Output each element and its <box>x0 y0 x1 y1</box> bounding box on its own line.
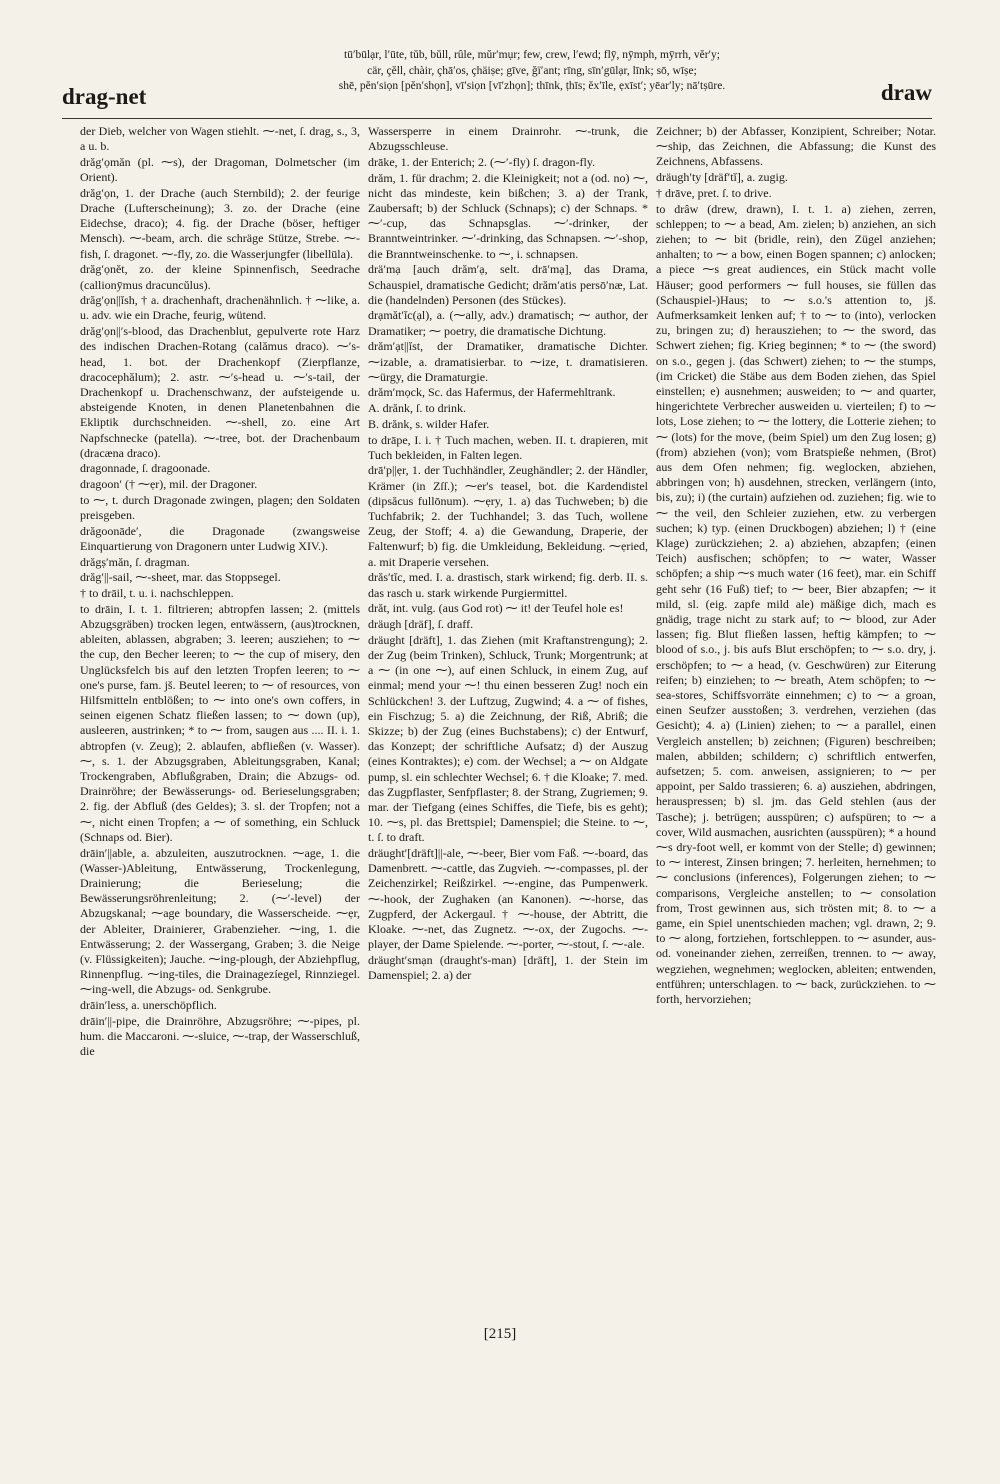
dictionary-entry: der Dieb, welcher von Wagen stiehlt. ⁓-net, ſ. drag, s., 3, a u. b. <box>80 124 360 154</box>
dictionary-entry: drăg′ọnĕt, zo. der kleine Spinnenfisch, Seedrache (callionȳmus dracuncŭlus). <box>80 262 360 292</box>
dictionary-entry: drāin′less, a. unerschöpflich. <box>80 998 217 1013</box>
column-2 <box>368 124 648 1324</box>
dictionary-entry: drăt, int. vulg. (aus God rot) ⁓ it! der Teufel hole es! <box>368 601 624 616</box>
dictionary-entry: drăg′ọmăn (pl. ⁓s), der Dragoman, Dolmetscher (im Orient). <box>80 154 360 185</box>
dictionary-entry: drăg′||-sail, ⁓-sheet, mar. das Stoppsegel. <box>80 570 281 585</box>
dictionary-entry: dräught′smạn (draught's-man) [dräft], 1. der Stein im Damenspiel; 2. a) der <box>368 952 648 983</box>
dictionary-entry: drăs′tĭc, med. I. a. drastisch, stark wirkend; fig. derb. II. s. das rasch u. stark wirkende Purgiermittel. <box>368 570 648 600</box>
dictionary-entry: drā′p||ẹr, 1. der Tuchhändler, Zeughändler; 2. der Händler, Krämer (in Zſſ.); ⁓er's teasel, bot. die Kardendistel (dipsăcus fullōnum). ⁓ẹry, 1. a) das Tuchweben; b) die Tuchfabrik; 2. der Tuchhandel; 3. das Tuch, wollene Zeug, der Stoff; 4. a) die Gewandung, Draperie, der Faltenwurf; b) fig. die Umkleidung, Bekleidung. ⁓ẹried, a. mit Draperie versehen. <box>368 463 648 569</box>
header-rule <box>62 118 932 119</box>
dictionary-entry: drăm′ạt||ĭst, der Dramatiker, dramatische Dichter. ⁓izable, a. dramatisierbar. to ⁓ize, t. dramatisieren. ⁓ürgy, die Dramaturgie. <box>368 339 648 384</box>
dictionary-entry: drāin′||-pipe, die Drainröhre, Abzugsröhre; ⁓-pipes, pl. hum. die Maccaroni. ⁓-sluice, ⁓-trap, der Wasserschluß, die <box>80 1013 360 1059</box>
dictionary-entry: drāke, 1. der Enterich; 2. (⁓′-fly) ſ. dragon-fly. <box>368 154 596 169</box>
pronunciation-key <box>232 48 832 95</box>
dictionary-entry: to drāin, I. t. 1. filtrieren; abtropfen lassen; 2. (mittels Abzugsgräben) trocken legen, entwässern, (aus)trocknen, ableiten, ablassen, abgraben; 3. leeren; ausziehen; to ⁓ the cup, den Becher leeren; to ⁓ the cup of misery, den Unglücksfelch bis auf den letzten Tropfen leeren; to ⁓ one's purse, fam. jš. Beutel leeren; to ⁓ of resources, von Hilfsmitteln entblößen; to ⁓ into one's own coffers, in seinen eigenen Schatz fließen lassen; to ⁓ down (up), ausleeren, austrinken; * to ⁓ from, saugen aus .... II. i. 1. abtropfen (v. Zeug); 2. ablaufen, abfließen (v. Wasser). ⁓, s. 1. der Abzugsgraben, Ableitungsgraben, Kanal; Trockengraben, Abflußgraben, Drain; die Abzugs- od. Drainröhre; der Bewässerungs- od. Berieselungsgraben; 2. fig. der Abfluß (des Geldes); 3. sl. der Tropfen; not a ⁓, nicht einen Tropfen; a ⁓ of something, ein Schluck (Schnaps od. Bier). <box>80 601 360 844</box>
dictionary-entry: Wassersperre in einem Drainrohr. ⁓-trunk, die Abzugsschleuse. <box>368 124 648 154</box>
dictionary-entry: drăg′ọn||′s-blood, das Drachenblut, gepulverte rote Harz des indischen Drachen-Rotang (calămus draco). ⁓′s-head, 1. bot. der Drachenkopf (Zierpflanze, dracocephălum); 2. astr. ⁓′s-head u. ⁓′s-tail, der Drachenkopf u. Drachenschwanz, der aufsteigende u. absteigende Knoten, in denen Planetenbahnen die Ekliptik durchschneiden. ⁓-shell, zo. eine Art Napfschnecke (patella). ⁓-tree, bot. der Drachenbaum (dracæna draco). <box>80 324 360 460</box>
dictionary-entry: † drāve, pret. ſ. to drive. <box>656 185 772 200</box>
dictionary-entry: to drāpe, I. i. † Tuch machen, weben. II. t. drapieren, mit Tuch bekleiden, in Falten legen. <box>368 432 648 462</box>
dictionary-entry: drạmăt′ĭc(ạl), a. (⁓ally, adv.) dramatisch; ⁓ author, der Dramatiker; ⁓ poetry, die dramatische Dichtung. <box>368 308 648 338</box>
dictionary-entry: dräught′[dräft]||-ale, ⁓-beer, Bier vom Faß. ⁓-board, das Damenbrett. ⁓-cattle, das Zugvieh. ⁓-compasses, pl. der Zeichenzirkel; Reißzirkel. ⁓-engine, das Pumpenwerk. ⁓-hook, der Zughaken (an Kanonen). ⁓-horse, das Zugpferd, der Ackergaul. † ⁓-house, der Abtritt, die Kloake. ⁓-net, das Zugnetz. ⁓-ox, der Zugochs. ⁓-player, der Dame Spielende. ⁓-porter, ⁓-stout, ſ. ⁓-ale. <box>368 846 648 952</box>
dictionary-entry: dräught [dräft], 1. das Ziehen (mit Kraftanstrengung); 2. der Zug (beim Trinken), Schluck, Trunk; Morgentrunk; at a ⁓ (in one ⁓), auf einen Schluck, in einem Zug, auf einmal; mend your ⁓! thu einen besseren Zug! noch ein Schlückchen! 3. der Luftzug, Zugwind; 4. a ⁓ of fishes, ein Fischzug; 5. a) die Zeichnung, der Riß, Abriß; die Skizze; b) der Zug (eines Buchstabens); c) der Entwurf, das Konzept; der schriftliche Aufsatz; d) der Auszug (eines Kontraktes); e) com. der Wechsel; a ⁓ on Aldgate pump, sl. ein schlechter Wechsel; 6. † die Kloake; 7. med. das Zugpflaster, Senfpflaster; 8. der Strang, Zugriemen; 9. mar. der Tiefgang (eines Schiffes, die Tiefe, bis es geht); 10. ⁓s, pl. das Brettspiel; Damenspiel; die Steine. to ⁓, t. ſ. to draft. <box>368 632 648 845</box>
dictionary-entry: A. drănk, ſ. to drink. <box>368 401 466 416</box>
dictionary-entry: drāin′||able, a. abzuleiten, auszutrocknen. ⁓age, 1. die (Wasser-)Ableitung, Entwässerung, Trockenlegung, Drainierung; die Berieselung; die Bewässerungsröhrenleitung; 2. (⁓′-level) der Abzugskanal; ⁓age boundary, die Wasserscheide. ⁓ẹr, der Ableiter, Drainierer, Grabenzieher. ⁓ing, 1. die Entwässerung; 2. der Wassergang, Graben; 3. die Neige (v. Flüssigkeiten); Jauche. ⁓ing-plough, der Abziehpflug, Rinnenpflug. ⁓ing-tiles, die Drainagezíegel, Rinnziegel. ⁓ing-well, die Abzugs- od. Senkgrube. <box>80 845 360 997</box>
dictionary-entry: B. drănk, s. wilder Hafer. <box>368 416 490 431</box>
dictionary-entry: drăm, 1. für drachm; 2. die Kleinigkeit; not a (od. no) ⁓, nicht das mindeste, kein bißchen; 3. a) der Trank, Zaubersaft; b) der Schluck (Schnaps); c) der Schnaps. * ⁓′-cup, das Schnapsglas. ⁓′-drinker, der Branntweintrinker. ⁓′-drinking, das Schnapsen. ⁓′-shop, die Branntweinschenke. to ⁓, i. schnapsen. <box>368 170 648 261</box>
dictionary-entry: dräugh′ty [dräf′tĭ], a. zugig. <box>656 170 788 185</box>
dictionary-entry: † to drāil, t. u. i. nachschleppen. <box>80 586 234 601</box>
dictionary-entry: dragonnade, ſ. dragoonade. <box>80 461 211 476</box>
guide-word-left: drag-net <box>62 84 147 109</box>
dictionary-entry: drăm′mọck, Sc. das Hafermus, der Hafermehltrank. <box>368 385 616 400</box>
page-number: [215] <box>483 1326 517 1342</box>
pronunciation-line: tū′būlạr, l′ūte, tŭb, bŭll, rûle, mŭr′mụr; few, crew, l′ewd; flȳ, nȳmph, mȳrrh, vĕr′y; <box>344 49 720 61</box>
dictionary-entry: drăgoonāde′, die Dragonade (zwangsweise Einquartierung von Dragonern unter Ludwig XIV.). <box>80 523 360 553</box>
dictionary-entry: drăgṣ′măn, ſ. dragman. <box>80 554 190 569</box>
column-1 <box>80 124 360 1324</box>
dictionary-entry: drä′mạ [auch drăm′ạ, selt. drā′mạ], das Drama, Schauspiel, dramatische Gedicht; drăm′atis persō′næ, Lat. die (handelnden) Personen (des Stückes). <box>368 262 648 307</box>
dictionary-entry: drăg′ọn, 1. der Drache (auch Sternbild); 2. der feurige Drache (Lufterscheinung); 3. zo. der Drache (eine Eidechse, draco); 4. fig. der Drache (böser, heftiger Mensch). ⁓-beam, arch. die schräge Stütze, Strebe. ⁓-fish, ſ. dragonet. ⁓-fly, zo. die Wasserjungfer (libellūla). <box>80 185 360 261</box>
dictionary-entry: dräugh [dräf], ſ. draff. <box>368 617 474 631</box>
pronunciation-line: shē, pĕn′siọn [pĕn′shọn], vī′siọn [vī′zhọn]; thīnk, ṭhīs; ĕx′īle, ẹxīst′; yēar′ly; nā′tṣūre. <box>338 80 726 92</box>
page-header <box>62 46 932 116</box>
dictionary-entry: to ⁓, t. durch Dragonade zwingen, plagen; den Soldaten preisgeben. <box>80 492 360 523</box>
guide-word-right: draw <box>880 80 932 105</box>
dictionary-entry: Zeichner; b) der Abfasser, Konzipient, Schreiber; Notar. ⁓ship, das Zeichnen, die Abfassung; die Kunst des Zeichnens, Abfassens. <box>656 124 936 169</box>
dictionary-entry: to drâw (drew, drawn), I. t. 1. a) ziehen, zerren, schleppen; to ⁓ a bead, Am. zielen; b) anziehen, an sich ziehen; to ⁓ bit (bridle, rein), den Zügel anziehen; anhalten; to ⁓ a bow, einen Bogen spannen; c) anlocken; a piece ⁓s great audiences, ein Stück macht volle Häuser; good performers ⁓ full houses, sie füllen das (Schauspiel-)Haus; to ⁓ s.o.'s attention to, jš. Aufmerksamkeit lenken auf; † to ⁓ to (into), verlocken zu, bringen zu; d) herausziehen; to ⁓ the sword, das Schwert ziehen; fig. Krieg beginnen; * to ⁓ (the sword) on s.o., gegen j. (das Schwert) ziehen; to ⁓ the stumps, (im Cricket) die Stäbe aus dem Boden ziehen, das Spiel einstellen; e) ausnehmen; ausweiden; to ⁓ and quarter, hingerichtete Verbrecher ausweiden u. vierteilen; f) to ⁓ lots, Lose ziehen; to ⁓ the lottery, die Lotterie ziehen; to ⁓ (lots) for the move, (beim Spiel) um den Zug losen; g) (from) abziehen (von); vom Bratspieße nehmen, (Brot) aus dem Ofen nehmen; fig. weglocken, abziehen, abbringen von; h) ausdehnen, strecken, verlängern (into, bis, zu); i) (the curtain) aufziehen od. zuziehen; fig. wie to ⁓ the veil, den Schleier zuziehen, etw. zu verbergen suchen; k) typ. (einen Druckbogen) abziehen; l) † (eine Klage) zurückziehen; 2. a) abziehen, abzapfen; (einen Teich) ausfischen; schöpfen; to ⁓ water, Wasser schöpfen; a ship ⁓s much water (16 feet), mar. ein Schiff geht sehr (16 Fuß) tief; to ⁓ beer, Bier abzapfen; ⁓ it mild, sl. (eig. zapfe mild ale) mäßige dich, mach es gnädig, trage nicht zu stark auf; to ⁓ blood, zur Ader lassen; fig. Blut fließen lassen, heftig kämpfen; to ⁓ blood of s.o., j. bis aufs Blut erschöpfen; to ⁓ s.o. dry, j. erschöpfen; to ⁓ a head, (v. Geschwüren) zur Eiterung reifen; b) einziehen; to ⁓ breath, Atem schöpfen; to ⁓ sea-stores, Schiffsvorräte einnehmen; c) to ⁓ a groan, einen Seufzer ausstoßen; 3. verdrehen, verziehen (das Gesicht); 4. a) (Linien) ziehen; to ⁓ a parallel, einen Vergleich anstellen; b) zeichnen; (Figuren) beschreiben; malen, abbilden; schildern; c) schriftlich entwerfen, aufsetzen; 5. com. anweisen, assignieren; to ⁓ per appoint, per Saldo trassieren; 6. a) ausziehen, abdringen, herauspressen; b) sl. jm. das Geld stehlen (aus der Tasche); j. betrügen; ausspüren; c) aufspüren; to ⁓ a cover, Wild ausmachen, ausrichten (ausspüren); * a hound ⁓s dry-foot well, er kommt von der Stelle; d) gewinnen; to ⁓ interest, Zinsen bringen; 7. herleiten, hernehmen; to ⁓ conclusions (inferences), Folgerungen ziehen; to ⁓ comparisons, Vergleiche anstellen; to ⁓ consolation from, Trost gewinnen aus, sich trösten mit; 8. to ⁓ a game, ein Spiel unentschieden machen; vgl. drawn, 2; 9. to ⁓ along, fortziehen, fortschleppen. to ⁓ asunder, aus- od. voneinander ziehen, zerreißen, trennen. to ⁓ away, wegziehen, wegnehmen; weglocken, ableiten; entwenden, entführen; unterschlagen. to ⁓ back, zurückziehen. to ⁓ forth, hervorziehen; <box>656 201 936 1007</box>
dictionary-entry: dragoon′ († ⁓ẹr), mil. der Dragoner. <box>80 477 258 492</box>
dictionary-entry: drăg′ọn||ĭsh, † a. drachenhaft, drachenähnlich. † ⁓like, a. u. adv. wie ein Drache, feurig, wütend. <box>80 293 360 323</box>
column-3 <box>656 124 936 1324</box>
pronunciation-line: cär, çĕll, chàir, çhā′os, çhäiṣe; gīve, ğï′ant; rīng, sīn′gūlạr, līnk; sō, wīṣe; <box>367 64 697 77</box>
